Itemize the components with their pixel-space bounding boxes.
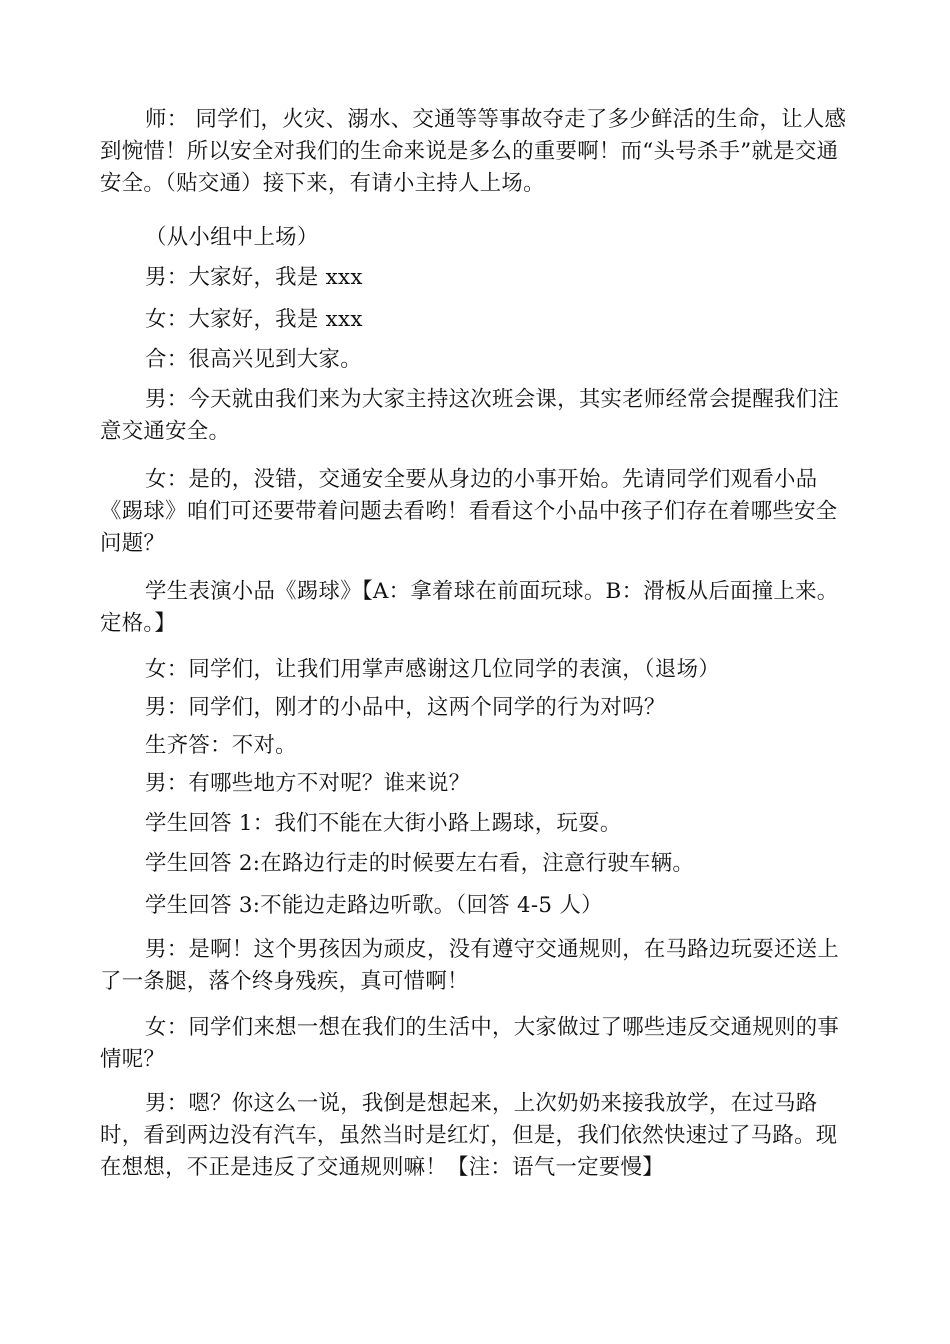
paragraph-teacher-intro: 师： 同学们，火灾、溺水、交通等等事故夺走了多少鲜活的生命，让人感到惋惜！所以安全对我们的生命来说是多么的重要啊！而“头号杀手”就是交通安全。（贴交通）接下来，有请小主持人上场。 xyxy=(100,107,847,196)
paragraph-class-answer: 生齐答：不对。 xyxy=(145,733,297,758)
paragraph-female-skit-intro: 女：是的，没错，交通安全要从身边的小事开始。先请同学们观看小品《踢球》咱们可还要带着问题去看哟！看看这个小品中孩子们存在着哪些安全问题？ xyxy=(100,467,838,556)
paragraph-female-thanks: 女：同学们，让我们用掌声感谢这几位同学的表演，（退场） xyxy=(145,657,720,682)
paragraph-female-greeting: 女：大家好，我是 xxx xyxy=(145,307,363,332)
paragraph-female-prompt: 女：同学们来想一想在我们的生活中，大家做过了哪些违反交通规则的事情呢？ xyxy=(100,1015,840,1072)
paragraph-male-question: 男：同学们，刚才的小品中，这两个同学的行为对吗？ xyxy=(145,695,666,720)
paragraph-together-greeting: 合：很高兴见到大家。 xyxy=(145,347,362,372)
paragraph-student-answer-2: 学生回答 2:在路边行走的时候要左右看，注意行驶车辆。 xyxy=(145,851,695,876)
paragraph-male-greeting: 男：大家好，我是 xxx xyxy=(145,265,363,290)
paragraph-student-answer-1: 学生回答 1：我们不能在大街小路上踢球，玩耍。 xyxy=(145,811,622,836)
paragraph-student-answer-3: 学生回答 3:不能边走路边听歌。（回答 4-5 人） xyxy=(145,893,603,918)
paragraph-male-hosting: 男：今天就由我们来为大家主持这次班会课，其实老师经常会提醒我们注意交通安全。 xyxy=(100,387,840,444)
paragraph-male-story: 男：嗯？你这么一说，我倒是想起来，上次奶奶来接我放学，在过马路时，看到两边没有汽车，虽然当时是红灯，但是，我们依然快速过了马路。现在想想，不正是违反了交通规则嘛！【注：语气一定要慢】 xyxy=(100,1091,838,1180)
paragraph-male-reflection: 男：是啊！这个男孩因为顽皮，没有遵守交通规则，在马路边玩耍还送上了一条腿，落个终身残疾，真可惜啊！ xyxy=(100,937,840,994)
paragraph-skit-performance: 学生表演小品《踢球》【A：拿着球在前面玩球。B：滑板从后面撞上来。定格。】 xyxy=(100,579,839,636)
paragraph-stage-direction: （从小组中上场） xyxy=(145,225,319,250)
paragraph-male-followup: 男：有哪些地方不对呢？谁来说？ xyxy=(145,771,471,796)
